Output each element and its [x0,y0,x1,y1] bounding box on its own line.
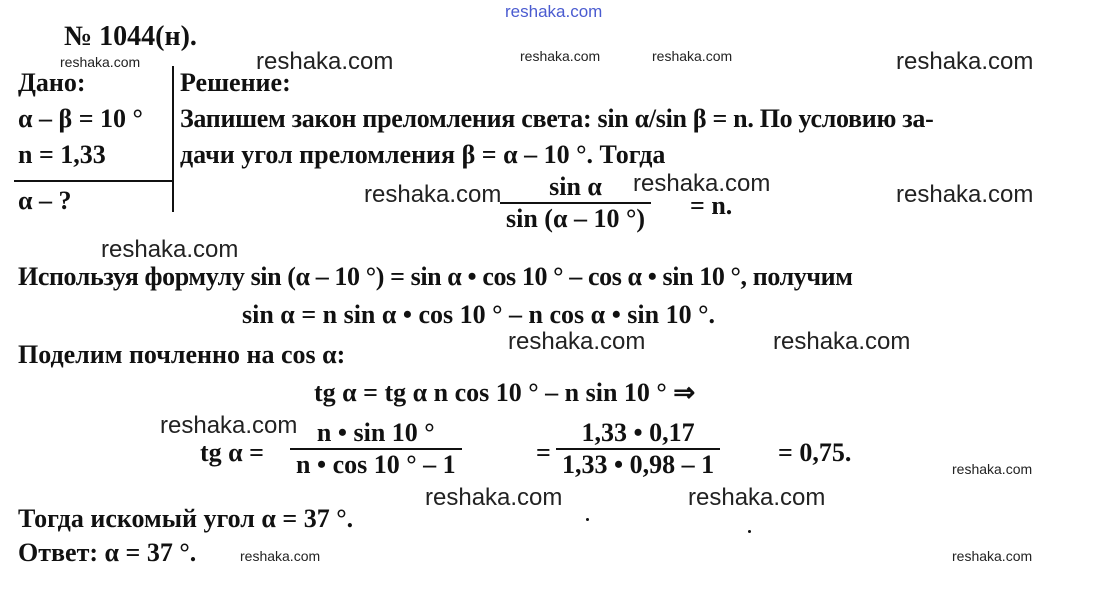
answer: Ответ: α = 37 °. [18,538,197,567]
solution-line-4: sin α = n sin α • cos 10 ° – n cos α • sin 10 °. [242,300,715,329]
watermark: reshaka.com [425,484,563,511]
problem-number: № 1044(н). [64,21,197,52]
scan-speck [586,518,589,521]
tg-fraction-denominator: n • cos 10 ° – 1 [290,448,462,480]
watermark: reshaka.com [160,412,298,439]
solution-line-1: Запишем закон преломления света: sin α/sin β = n. По условию за- [180,104,934,133]
watermark: reshaka.com [633,170,771,197]
solution-line-2: дачи угол преломления β = α – 10 °. Тогда [180,140,666,169]
solution-line-7: Тогда искомый угол α = 37 °. [18,504,354,533]
watermark: reshaka.com [773,328,911,355]
watermark: reshaka.com [60,54,141,70]
numeric-fraction-numerator: 1,33 • 0,17 [581,418,695,447]
solution-line-3: Используя формулу sin (α – 10 °) = sin α • cos 10 ° – cos α • sin 10 °, получим [18,262,853,291]
snell-fraction [500,172,651,234]
watermark: reshaka.com [688,484,826,511]
scan-speck [748,530,751,533]
given-divider [14,180,174,182]
snell-fraction-denominator: sin (α – 10 °) [500,202,651,234]
watermark: reshaka.com [364,181,502,208]
snell-fraction-numerator: sin α [549,172,602,201]
watermark: reshaka.com [240,548,321,564]
solution-line-6: tg α = tg α n cos 10 ° – n sin 10 ° ⇒ [314,378,696,407]
tg-fraction-numerator: n • sin 10 ° [316,418,435,447]
tg-lhs: tg α = [200,438,264,467]
given-refractive-index: n = 1,33 [18,140,106,169]
watermark-top: reshaka.com [505,2,603,21]
solution-header: Решение: [180,68,291,97]
solution-line-5: Поделим почленно на cos α: [18,340,346,369]
watermark: reshaka.com [101,236,239,263]
watermark: reshaka.com [952,548,1033,564]
watermark: reshaka.com [256,48,394,75]
find-value: α – ? [18,186,72,215]
watermark: reshaka.com [520,48,601,64]
watermark: reshaka.com [896,48,1034,75]
given-vertical-divider [172,66,174,212]
watermark: reshaka.com [652,48,733,64]
given-header: Дано: [18,68,86,97]
numeric-fraction-denominator: 1,33 • 0,98 – 1 [556,448,720,480]
equals-sign: = [536,438,551,467]
result-value: = 0,75. [778,438,852,467]
snell-fraction-rhs: = n. [690,191,733,220]
watermark: reshaka.com [896,181,1034,208]
numeric-fraction [556,418,720,480]
tg-fraction [290,418,462,480]
watermark: reshaka.com [508,328,646,355]
given-angle-difference: α – β = 10 ° [18,104,143,133]
watermark: reshaka.com [952,461,1033,477]
